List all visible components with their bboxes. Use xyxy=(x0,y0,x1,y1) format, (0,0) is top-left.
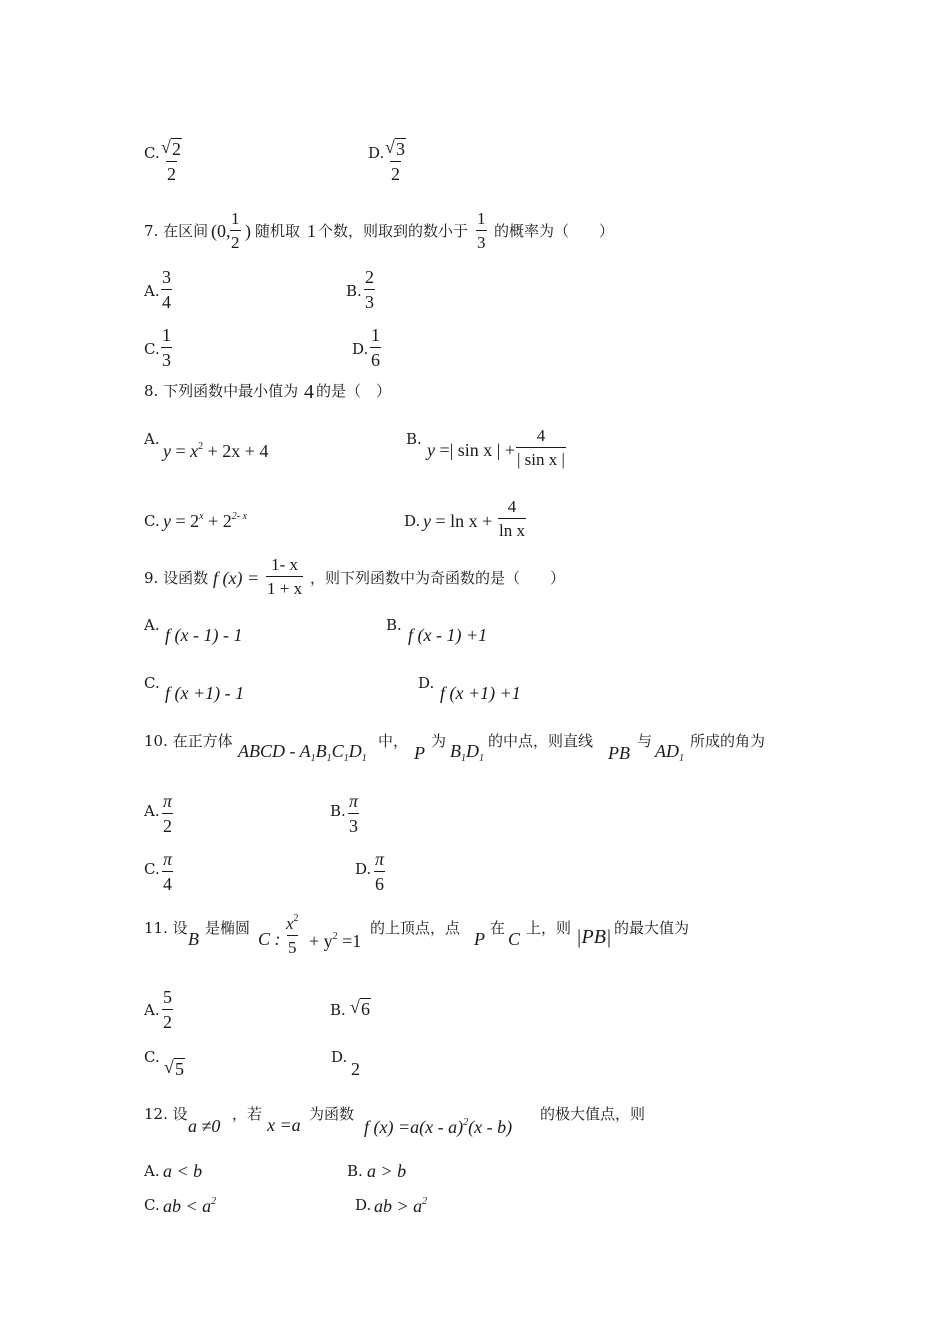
q7-option-c-label: C. xyxy=(144,340,160,358)
q8-option-d-label: D. xyxy=(404,512,421,530)
q11-stem-f: 的最大值为 xyxy=(614,919,690,937)
q9-stem-a: 9. 设函数 xyxy=(144,569,209,587)
q7-option-a-value: $\frac{3}{4}$ xyxy=(162,267,171,312)
q9-option-d-expr: f (x +1) +1 xyxy=(440,683,521,703)
q11-ellipse-tail: + $y^2 =1$ xyxy=(309,931,362,951)
q7-interval-left: (0, xyxy=(211,221,231,241)
q7-interval-fraction: $\frac{1}{2}$ xyxy=(231,209,240,252)
q12-stem-c: 为函数 xyxy=(309,1105,355,1123)
q10-option-d-value: $\frac{\pi}{6}$ xyxy=(375,849,385,894)
q11-option-b-value: √ 6 xyxy=(350,997,370,1019)
q9-option-d-label: D. xyxy=(418,674,435,692)
q12-option-a-label: A. xyxy=(144,1162,160,1180)
q9-option-c-label: C. xyxy=(144,674,160,692)
q10-option-c-label: C. xyxy=(144,860,160,878)
q11-option-d-value: 2 xyxy=(351,1059,360,1079)
q12-function: f (x) =a(x - a)$^2$(x - b) xyxy=(364,1117,513,1137)
q7-option-d-label: D. xyxy=(352,340,369,358)
q12-stem-b: ，若 xyxy=(232,1105,263,1123)
q9-option-b-expr: f (x - 1) +1 xyxy=(408,625,488,645)
q11-option-a-label: A. xyxy=(144,1001,160,1019)
q11-option-c-label: C. xyxy=(144,1048,160,1066)
q6-option-d-label: D. xyxy=(368,144,385,162)
q8-option-c-label: C. xyxy=(144,512,160,530)
q12-option-a-expr: a < b xyxy=(163,1161,203,1181)
q10-line-ad: $AD_1$ xyxy=(655,741,684,764)
q12-option-b-label: B. xyxy=(347,1162,363,1180)
q12-stem-a: 12. 设 xyxy=(144,1105,188,1123)
q10-segment: $B_1D_1$ xyxy=(450,741,484,764)
q8-option-c-expr: $y = 2^x + 2^{2- x}$ xyxy=(163,511,248,531)
q10-option-b-value: $\frac{\pi}{3}$ xyxy=(349,791,359,836)
q11-stem-a: 11. 设 xyxy=(144,919,188,937)
q11-stem-d: 在 xyxy=(490,919,506,937)
q8-option-b-fraction: $\frac{4}{\text{| sin x |}}$ xyxy=(517,426,565,469)
q12-option-b-expr: a > b xyxy=(367,1161,407,1181)
q8-option-d-fraction: $\frac{4}{\text{ln x}}$ xyxy=(499,497,525,540)
q10-option-b-label: B. xyxy=(330,802,346,820)
q11-point-b: B xyxy=(188,929,199,949)
q11-abs-pb: |PB| xyxy=(576,926,612,948)
q12-x-equals-a: x =a xyxy=(267,1115,301,1135)
q6-option-c-value: √ 2 2 xyxy=(161,137,181,184)
q10-cube: ABCD - $A_1B_1C_1D_1$ xyxy=(238,741,367,764)
q11-option-a-value: $\frac{5}{2}$ xyxy=(163,987,172,1032)
q8-stem-b: 的是（ ） xyxy=(316,382,392,400)
q8-option-a-expr: $y = x^2 + 2x + 4$ xyxy=(163,441,269,461)
q11-stem-b: 是椭圆 xyxy=(205,919,251,937)
q10-stem-c: 为 xyxy=(431,732,447,750)
q6-option-d-value: √ 3 2 xyxy=(385,137,405,184)
q12-stem-d: 的极大值点，则 xyxy=(540,1105,646,1123)
q7-option-b-label: B. xyxy=(346,282,362,300)
q7-stem-a: 7. 在区间 xyxy=(144,222,209,240)
q12-option-c-expr: ab < $a^2$ xyxy=(163,1196,217,1216)
q9-option-b-label: B. xyxy=(386,616,402,634)
q7-option-c-value: $\frac{1}{3}$ xyxy=(162,325,171,370)
q10-line-pb: PB xyxy=(608,743,630,763)
q9-stem-b: ，则下列函数中为奇函数的是（ ） xyxy=(310,569,566,587)
q6-option-c-label: C. xyxy=(144,144,160,162)
q7-interval-right: ) xyxy=(245,221,251,241)
q11-option-d-label: D. xyxy=(331,1048,348,1066)
q7-option-b-value: $\frac{2}{3}$ xyxy=(365,267,374,312)
q11-curve-c: C xyxy=(508,929,521,949)
q8-min-value: 4 xyxy=(304,381,314,403)
q7-option-a-label: A. xyxy=(144,282,160,300)
q10-stem-d: 的中点，则直线 xyxy=(488,732,594,750)
q10-option-c-value: $\frac{\pi}{4}$ xyxy=(163,849,173,894)
q11-ellipse-fraction: $\frac{x^2}{5}$ xyxy=(286,913,299,957)
q10-point-p: P xyxy=(414,743,425,763)
q11-stem-e: 上，则 xyxy=(526,919,572,937)
q12-option-d-label: D. xyxy=(355,1196,372,1214)
q11-option-c-value: √ 5 xyxy=(164,1057,184,1079)
q9-fraction: $\frac{1- x}{1 + x}$ xyxy=(267,555,303,598)
q10-option-a-label: A. xyxy=(144,802,160,820)
q7-stem-c: 个数，则取到的数小于 xyxy=(318,222,469,240)
q10-option-a-value: $\frac{\pi}{2}$ xyxy=(163,791,173,836)
q7-stem-d: 的概率为（ ） xyxy=(494,222,615,240)
q10-option-d-label: D. xyxy=(355,860,372,878)
q7-count: 1 xyxy=(307,221,316,241)
q8-option-d-expr: y = ln x + xyxy=(423,511,493,531)
q12-option-d-expr: ab > $a^2$ xyxy=(374,1196,428,1216)
q9-function: f (x) = xyxy=(213,568,260,588)
q8-stem-a: 8. 下列函数中最小值为 xyxy=(144,382,299,400)
q12-option-c-label: C. xyxy=(144,1196,160,1214)
q7-bound-fraction: $\frac{1}{3}$ xyxy=(477,209,486,252)
q11-stem-c: 的上顶点，点 xyxy=(370,919,461,937)
q11-point-p: P xyxy=(474,929,485,949)
q11-option-b-label: B. xyxy=(330,1001,346,1019)
q7-option-d-value: $\frac{1}{6}$ xyxy=(371,325,380,370)
q9-option-c-expr: f (x +1) - 1 xyxy=(165,683,245,703)
q8-option-b-expr: y =| sin x | + xyxy=(427,440,516,460)
q8-option-a-label: A. xyxy=(144,430,160,448)
q9-option-a-label: A. xyxy=(144,616,160,634)
q12-condition: a ≠0 xyxy=(188,1116,221,1136)
q7-stem-b: 随机取 xyxy=(255,222,301,240)
q10-stem-b: 中， xyxy=(378,732,409,750)
q10-stem-e: 与 xyxy=(637,732,653,750)
q8-option-b-label: B. xyxy=(406,430,422,448)
q10-stem-f: 所成的角为 xyxy=(690,732,766,750)
q11-ellipse-c: C : xyxy=(258,929,281,949)
q9-option-a-expr: f (x - 1) - 1 xyxy=(165,625,243,645)
q10-stem-a: 10. 在正方体 xyxy=(144,732,233,750)
